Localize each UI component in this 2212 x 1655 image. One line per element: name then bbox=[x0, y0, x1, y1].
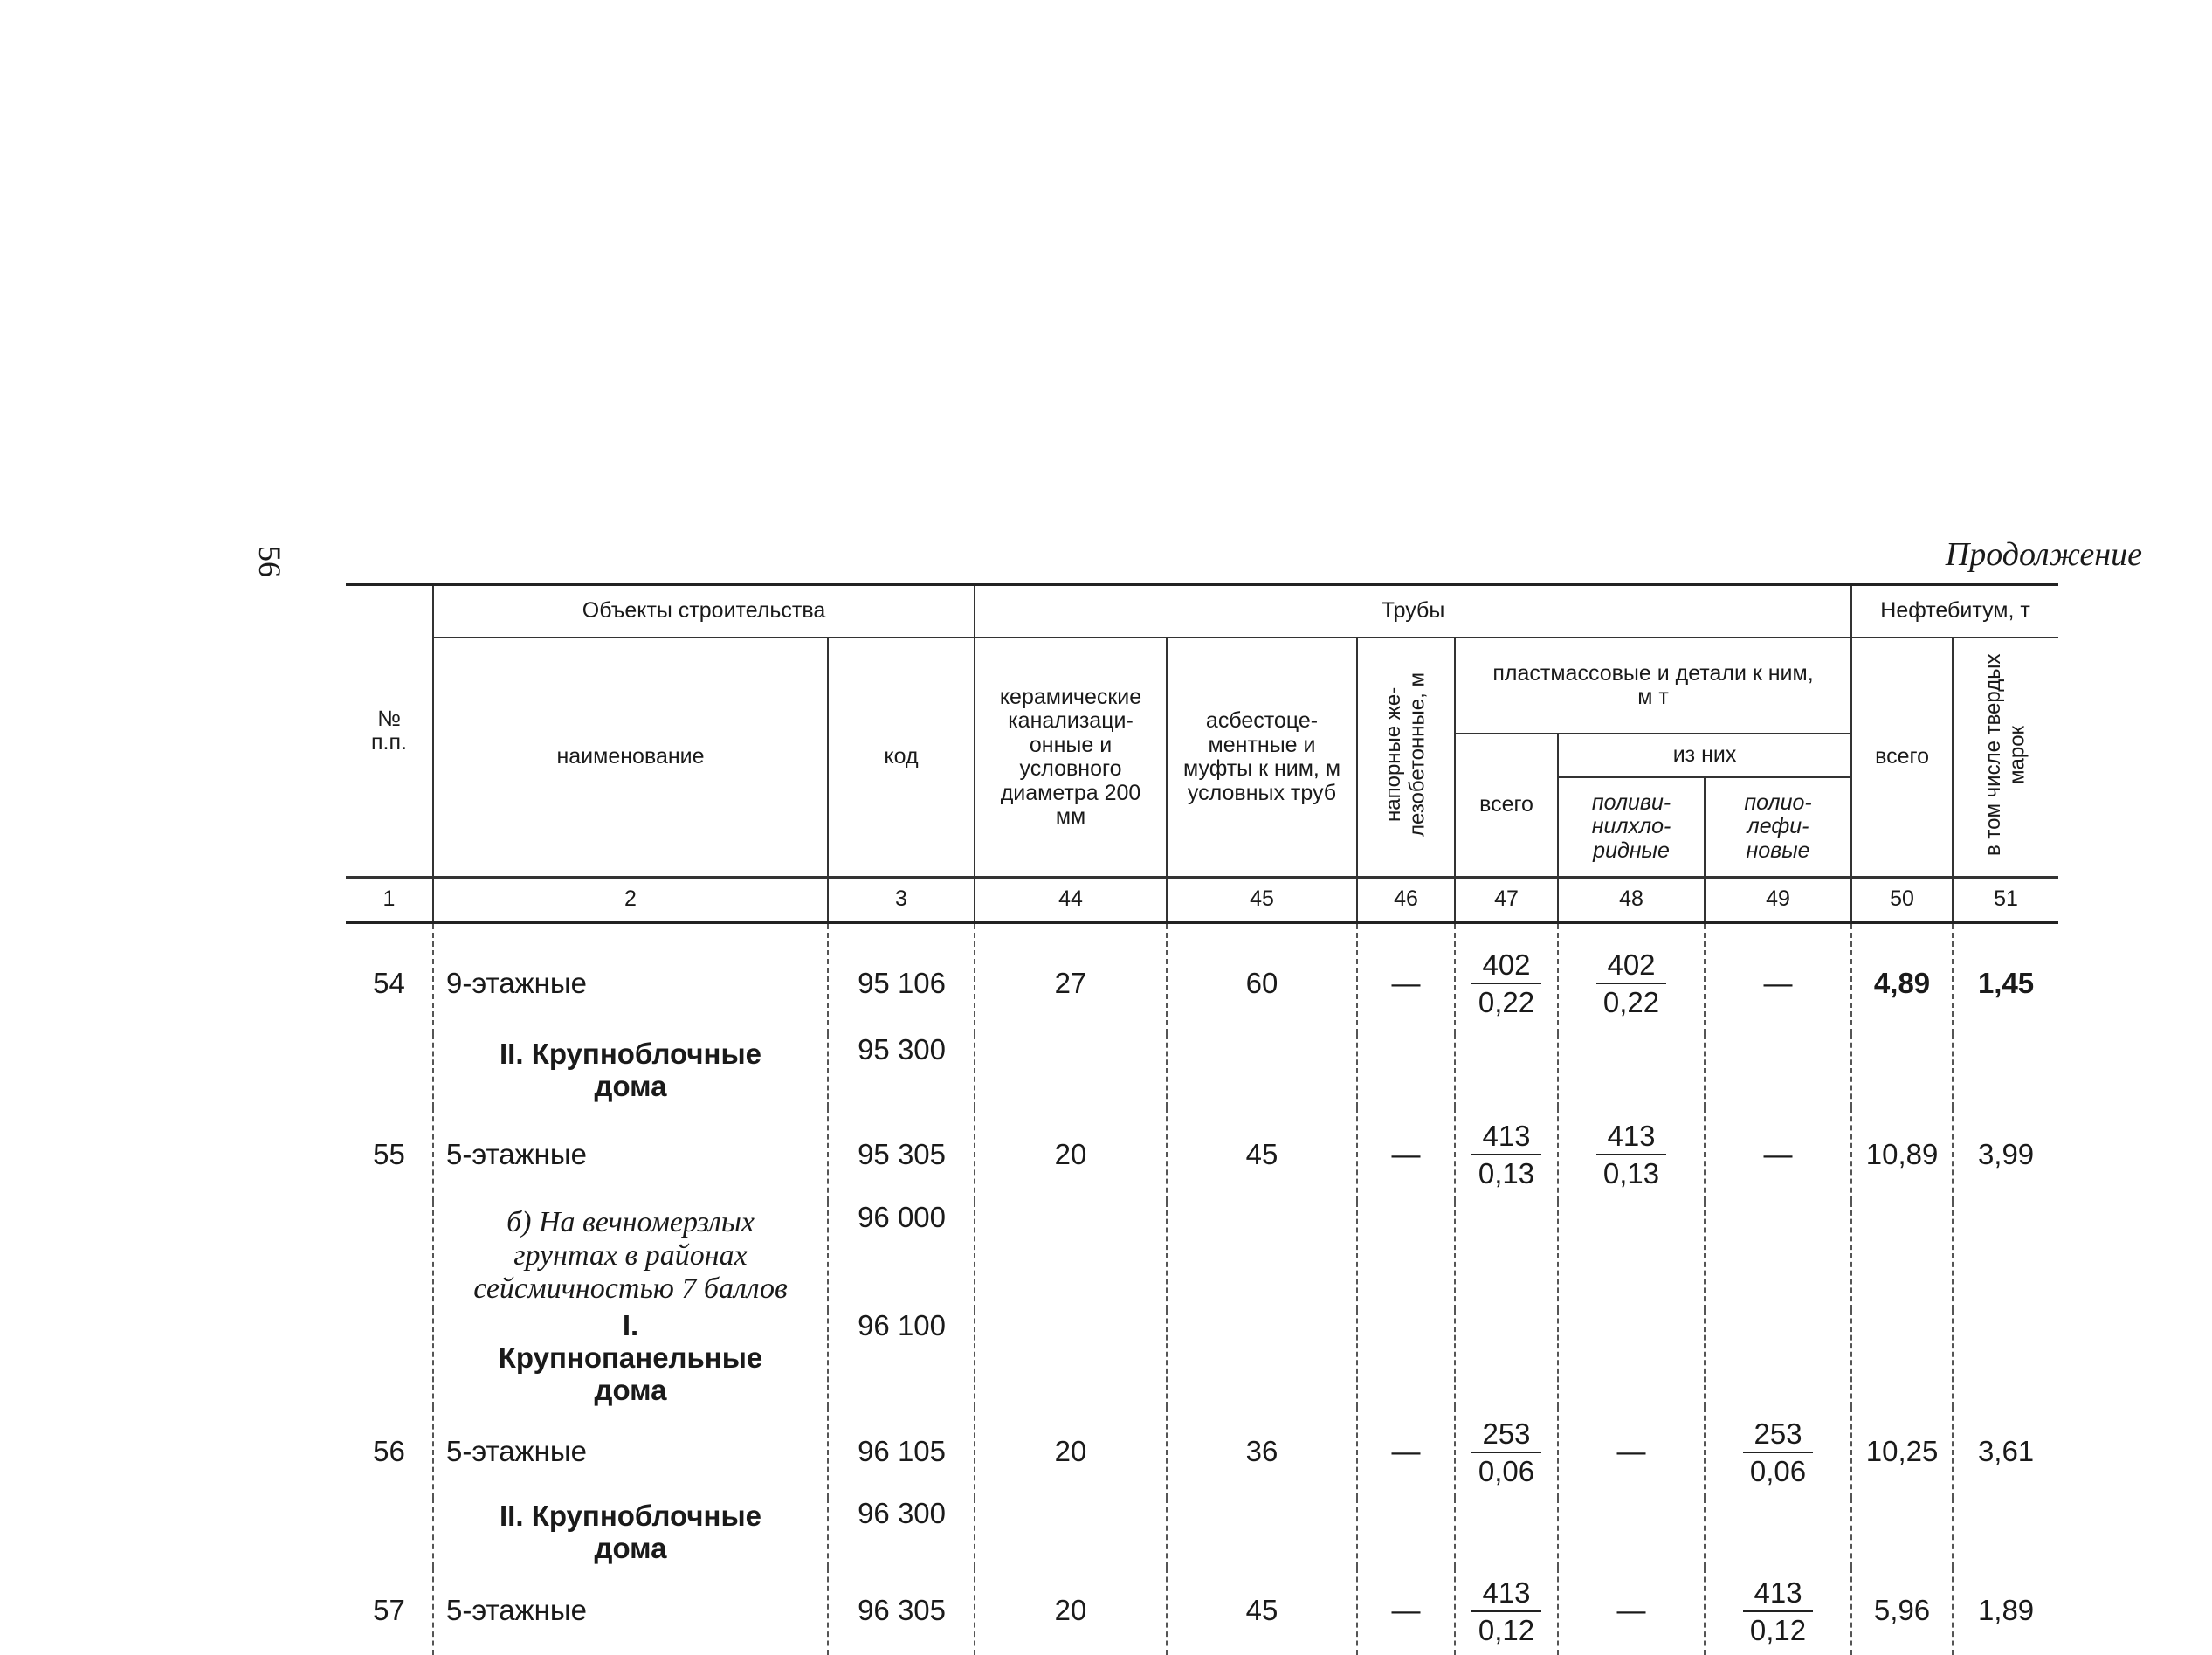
empty-cell bbox=[1357, 1498, 1455, 1568]
empty-cell bbox=[1455, 1498, 1558, 1568]
fraction-den: 0,12 bbox=[1749, 1613, 1807, 1646]
empty-cell bbox=[1455, 1310, 1558, 1407]
page-number: 56 bbox=[252, 546, 287, 577]
row-number: 56 bbox=[373, 1435, 405, 1468]
column-number: 45 bbox=[1167, 878, 1357, 923]
fraction bbox=[1471, 1118, 1541, 1192]
fraction bbox=[1596, 1118, 1666, 1192]
fraction-num: 253 bbox=[1743, 1416, 1813, 1453]
fraction-den: 0,13 bbox=[1602, 1157, 1660, 1190]
fraction-num: 413 bbox=[1743, 1575, 1813, 1612]
cell-reinforced: — bbox=[1357, 1568, 1455, 1655]
fraction-den: 0,22 bbox=[1602, 986, 1660, 1018]
cell-plastic-total bbox=[1455, 1107, 1558, 1202]
empty-cell bbox=[1953, 1310, 2058, 1407]
row-code: 95 106 bbox=[828, 922, 975, 1034]
fraction bbox=[1471, 1575, 1541, 1649]
header-of-them: из них bbox=[1558, 734, 1851, 777]
empty-cell bbox=[1705, 1310, 1851, 1407]
table-row bbox=[346, 1568, 2058, 1655]
cell-ceramic: 27 bbox=[975, 922, 1167, 1034]
header-number: № п.п. bbox=[346, 584, 433, 878]
empty-cell bbox=[1455, 1034, 1558, 1107]
header-code: код bbox=[828, 638, 975, 878]
cell-plastic-total bbox=[1455, 922, 1558, 1034]
table-row bbox=[346, 922, 2058, 1034]
empty-cell bbox=[1851, 1202, 1953, 1310]
empty-cell bbox=[1558, 1498, 1705, 1568]
table-row bbox=[346, 1034, 2058, 1107]
empty-cell bbox=[1705, 1034, 1851, 1107]
cell-bitumen-hard: 3,99 bbox=[1953, 1107, 2058, 1202]
cell-asbestos: 45 bbox=[1167, 1568, 1357, 1655]
table-row bbox=[346, 1407, 2058, 1498]
empty-cell bbox=[1357, 1310, 1455, 1407]
fraction bbox=[1471, 1416, 1541, 1490]
fraction-den: 0,06 bbox=[1478, 1454, 1535, 1487]
column-number: 47 bbox=[1455, 878, 1558, 923]
cell-asbestos: 36 bbox=[1167, 1407, 1357, 1498]
column-number: 2 bbox=[433, 878, 828, 923]
row-code: 96 105 bbox=[828, 1407, 975, 1498]
empty-cell bbox=[975, 1202, 1167, 1310]
row-number bbox=[346, 1498, 433, 1568]
empty-cell bbox=[1357, 1034, 1455, 1107]
empty-cell bbox=[975, 1310, 1167, 1407]
continuation-label: Продолжение bbox=[1945, 536, 2142, 573]
cell-ceramic: 20 bbox=[975, 1107, 1167, 1202]
fraction-num: 253 bbox=[1471, 1416, 1541, 1453]
row-number: 54 bbox=[373, 966, 405, 999]
fraction-num: 413 bbox=[1471, 1575, 1541, 1612]
row-number bbox=[346, 1034, 433, 1107]
empty-cell bbox=[975, 1034, 1167, 1107]
header-name: наименование bbox=[433, 638, 828, 878]
cell-plastic-total bbox=[1455, 1407, 1558, 1498]
empty-cell bbox=[1167, 1034, 1357, 1107]
column-number: 50 bbox=[1851, 878, 1953, 923]
empty-cell bbox=[1851, 1034, 1953, 1107]
row-code: 96 100 bbox=[828, 1310, 975, 1407]
row-number: 57 bbox=[373, 1594, 405, 1627]
row-name: 5-этажные bbox=[433, 1568, 828, 1655]
empty-cell bbox=[1953, 1034, 2058, 1107]
cell-bitumen-total: 5,96 bbox=[1851, 1568, 1953, 1655]
empty-cell bbox=[1558, 1034, 1705, 1107]
empty-cell bbox=[1167, 1310, 1357, 1407]
header-asbestos: асбестоце-ментные и муфты к ним, м условных труб bbox=[1167, 638, 1357, 878]
cell-polyolefin: — bbox=[1705, 922, 1851, 1034]
table-row bbox=[346, 1107, 2058, 1202]
empty-cell bbox=[1167, 1498, 1357, 1568]
cell-reinforced: — bbox=[1357, 922, 1455, 1034]
cell-ceramic: 20 bbox=[975, 1407, 1167, 1498]
cell-pvc: — bbox=[1558, 1407, 1705, 1498]
empty-cell bbox=[1455, 1202, 1558, 1310]
empty-cell bbox=[1705, 1202, 1851, 1310]
fraction bbox=[1743, 1416, 1813, 1490]
column-number: 51 bbox=[1953, 878, 2058, 923]
cell-bitumen-total: 4,89 bbox=[1851, 922, 1953, 1034]
header-ceramic: керамические канализаци-онные и условного диаметра 200 мм bbox=[975, 638, 1167, 878]
fraction-num: 413 bbox=[1471, 1118, 1541, 1155]
fraction-num: 402 bbox=[1471, 947, 1541, 984]
cell-polyolefin bbox=[1705, 1568, 1851, 1655]
row-name: 5-этажные bbox=[433, 1107, 828, 1202]
cell-asbestos: 60 bbox=[1167, 922, 1357, 1034]
row-number bbox=[346, 1310, 433, 1407]
column-number: 3 bbox=[828, 878, 975, 923]
fraction-den: 0,13 bbox=[1478, 1157, 1535, 1190]
row-code: 96 300 bbox=[828, 1498, 975, 1568]
header-bitumen-total: всего bbox=[1851, 638, 1953, 878]
cell-reinforced: — bbox=[1357, 1107, 1455, 1202]
header-bitumen-hard bbox=[1953, 638, 2058, 878]
table-row bbox=[346, 1498, 2058, 1568]
fraction-den: 0,12 bbox=[1478, 1613, 1535, 1646]
column-number: 44 bbox=[975, 878, 1167, 923]
section-heading: II. Крупноблочные дома bbox=[433, 1498, 828, 1568]
cell-pvc: — bbox=[1558, 1568, 1705, 1655]
table-row bbox=[346, 1310, 2058, 1407]
column-number: 49 bbox=[1705, 878, 1851, 923]
empty-cell bbox=[1851, 1498, 1953, 1568]
header-bitumen: Нефтебитум, т bbox=[1851, 584, 2058, 638]
header-reinforced-text: напорные же-лезобетонные, м bbox=[1382, 672, 1430, 837]
section-heading: II. Крупноблочные дома bbox=[433, 1034, 828, 1107]
fraction-num: 413 bbox=[1596, 1118, 1666, 1155]
empty-cell bbox=[1558, 1310, 1705, 1407]
cell-bitumen-total: 10,25 bbox=[1851, 1407, 1953, 1498]
column-number: 1 bbox=[346, 878, 433, 923]
row-number bbox=[346, 1202, 433, 1310]
subsection-heading: б) На вечномерзлых грунтах в районах сейсмичностью 7 баллов bbox=[433, 1202, 828, 1310]
row-number: 55 bbox=[373, 1137, 405, 1170]
row-code: 96 305 bbox=[828, 1568, 975, 1655]
row-code: 96 000 bbox=[828, 1202, 975, 1310]
cell-pvc bbox=[1558, 1107, 1705, 1202]
section-heading: I. Крупнопанельные дома bbox=[433, 1310, 828, 1407]
header-plastic-total: всего bbox=[1455, 734, 1558, 878]
row-name: 9-этажные bbox=[433, 922, 828, 1034]
empty-cell bbox=[1953, 1202, 2058, 1310]
fraction bbox=[1743, 1575, 1813, 1649]
empty-cell bbox=[1167, 1202, 1357, 1310]
header-reinforced bbox=[1357, 638, 1455, 878]
column-number: 48 bbox=[1558, 878, 1705, 923]
cell-bitumen-hard: 1,89 bbox=[1953, 1568, 2058, 1655]
header-polyolefin: полио-лефи-новые bbox=[1705, 777, 1851, 878]
cell-polyolefin: — bbox=[1705, 1107, 1851, 1202]
column-numbers-row bbox=[346, 878, 2058, 923]
header-pvc: поливи-нилхло-ридные bbox=[1558, 777, 1705, 878]
table-row bbox=[346, 1202, 2058, 1310]
cell-plastic-total bbox=[1455, 1568, 1558, 1655]
header-objects: Объекты строительства bbox=[433, 584, 975, 638]
cell-bitumen-total: 10,89 bbox=[1851, 1107, 1953, 1202]
fraction-den: 0,22 bbox=[1478, 986, 1535, 1018]
materials-table bbox=[346, 583, 2058, 1655]
fraction bbox=[1471, 947, 1541, 1021]
empty-cell bbox=[1953, 1498, 2058, 1568]
cell-ceramic: 20 bbox=[975, 1568, 1167, 1655]
fraction bbox=[1596, 947, 1666, 1021]
cell-asbestos: 45 bbox=[1167, 1107, 1357, 1202]
row-code: 95 300 bbox=[828, 1034, 975, 1107]
row-code: 95 305 bbox=[828, 1107, 975, 1202]
empty-cell bbox=[1357, 1202, 1455, 1310]
row-name: 5-этажные bbox=[433, 1407, 828, 1498]
fraction-den: 0,06 bbox=[1749, 1454, 1807, 1487]
header-bitumen-hard-text: в том числе твердых марок bbox=[1981, 653, 2030, 856]
empty-cell bbox=[975, 1498, 1167, 1568]
empty-cell bbox=[1558, 1202, 1705, 1310]
empty-cell bbox=[1851, 1310, 1953, 1407]
cell-pvc bbox=[1558, 922, 1705, 1034]
cell-reinforced: — bbox=[1357, 1407, 1455, 1498]
cell-bitumen-hard: 3,61 bbox=[1953, 1407, 2058, 1498]
fraction-num: 402 bbox=[1596, 947, 1666, 984]
cell-polyolefin bbox=[1705, 1407, 1851, 1498]
header-pipes: Трубы bbox=[975, 584, 1851, 638]
header-plastic: пластмассовые и детали к ним, м т bbox=[1455, 638, 1851, 734]
cell-bitumen-hard: 1,45 bbox=[1953, 922, 2058, 1034]
column-number: 46 bbox=[1357, 878, 1455, 923]
empty-cell bbox=[1705, 1498, 1851, 1568]
